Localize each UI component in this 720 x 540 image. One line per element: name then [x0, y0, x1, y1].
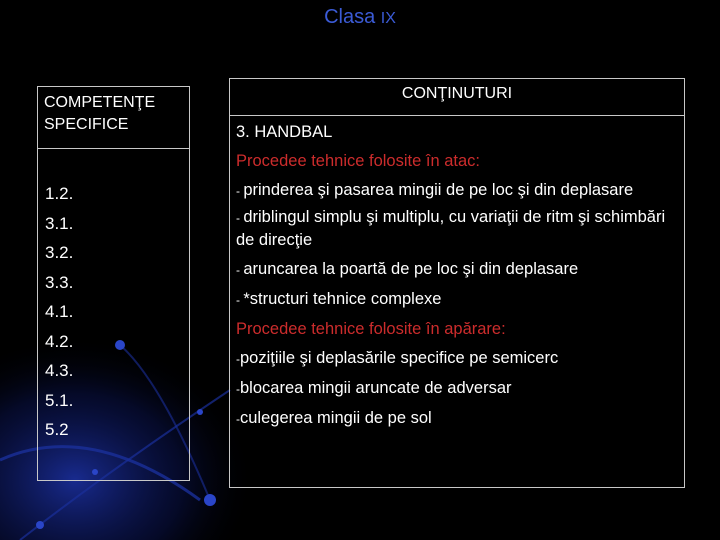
item-text: aruncarea la poartă de pe loc şi din deplasare	[243, 260, 579, 278]
competences-header: COMPETENŢE SPECIFICE	[44, 94, 156, 133]
competence-code: 3.1.	[45, 213, 74, 233]
competences-divider	[38, 148, 189, 149]
item-text: driblingul simplu şi multiplu, cu variaţii de ritm şi schimbări de direcţie	[236, 208, 666, 249]
competence-code: 5.1.	[45, 390, 74, 410]
item-dash: -	[236, 293, 244, 307]
competence-code: 3.2.	[45, 243, 74, 262]
item-dash: -	[236, 412, 240, 426]
attack-heading: Procedee tehnice folosite în atac:	[236, 152, 480, 170]
item-dash: -	[236, 263, 244, 277]
competences-box	[37, 86, 190, 481]
competence-code: 4.3.	[45, 361, 74, 380]
attack-item	[236, 179, 676, 202]
item-dash: -	[236, 211, 244, 225]
section-title: 3. HANDBAL	[236, 123, 333, 141]
contents-divider	[230, 115, 684, 116]
defense-item	[236, 374, 676, 404]
attack-item	[236, 255, 676, 285]
item-dash: -	[236, 352, 240, 366]
item-text: poziţiile şi deplasările specifice pe semicerc	[240, 349, 559, 367]
contents-header: CONŢINUTURI	[401, 85, 513, 102]
item-text: blocarea mingii aruncate de adversar	[240, 379, 512, 397]
contents-box	[229, 78, 685, 488]
defense-heading: Procedee tehnice folosite în apărare:	[236, 320, 506, 338]
slide-title	[0, 6, 720, 29]
competence-code: 3.3.	[45, 272, 74, 292]
title-grade: IX	[380, 10, 396, 27]
competence-code: 4.2.	[45, 331, 74, 351]
item-text: *structuri tehnice complexe	[243, 290, 442, 308]
defense-item	[236, 404, 676, 434]
title-text: Clasa	[324, 6, 381, 28]
competence-code: 5.2	[45, 420, 69, 439]
attack-item	[236, 285, 676, 315]
item-dash: -	[236, 382, 240, 396]
competence-code: 4.1.	[45, 302, 74, 321]
contents-body	[236, 118, 676, 434]
item-text: prinderea şi pasarea mingii de pe loc şi din deplasare	[243, 181, 634, 199]
defense-item	[236, 344, 676, 374]
item-dash: -	[236, 184, 244, 198]
attack-item	[236, 206, 676, 251]
item-text: culegerea mingii de pe sol	[240, 409, 432, 427]
competence-code: 1.2.	[45, 184, 74, 203]
competence-codes-list	[45, 179, 73, 445]
